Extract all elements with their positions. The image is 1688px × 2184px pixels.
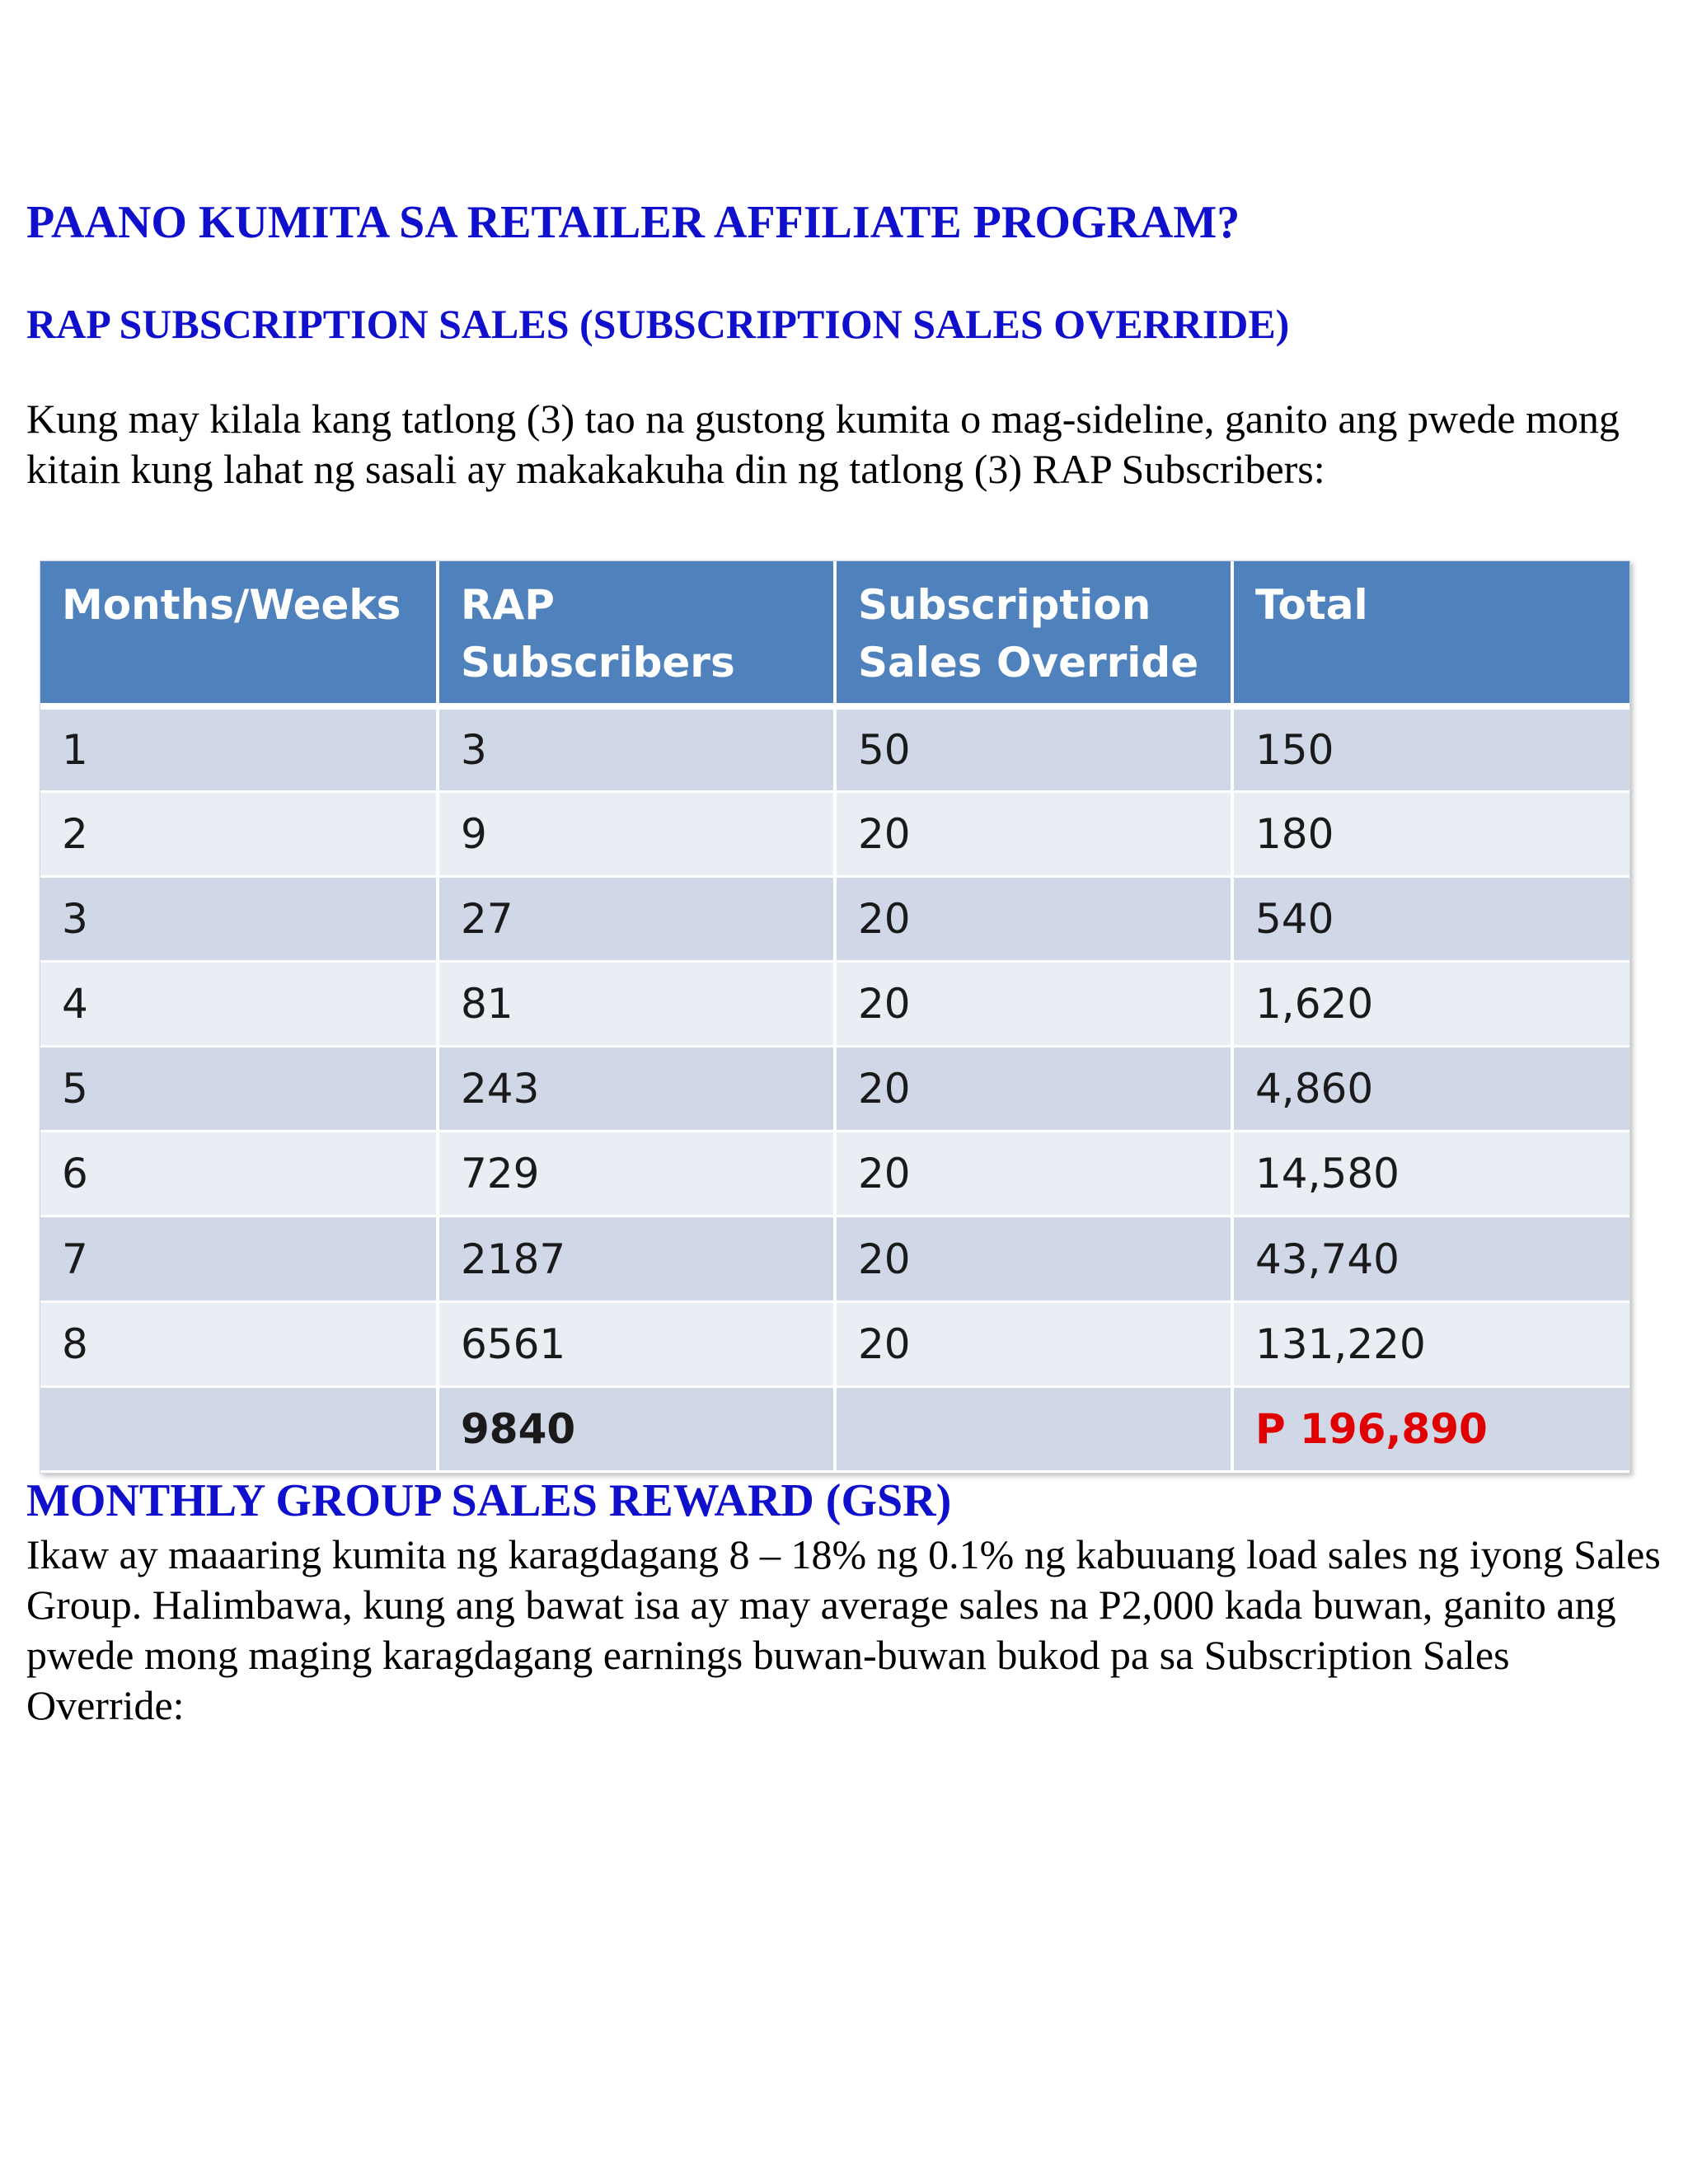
subscription-sales-table [40,561,1629,1473]
table-header-row [40,561,1629,706]
cell-override [835,1386,1232,1471]
cell-subscribers: 729 [438,1132,835,1216]
cell-month: 4 [40,961,438,1046]
table-row [40,1047,1629,1132]
cell-total: 131,220 [1232,1301,1629,1386]
page-title: PAANO KUMITA SA RETAILER AFFILIATE PROGRAM? [26,197,1240,248]
cell-subscribers: 243 [438,1047,835,1132]
cell-month: 2 [40,791,438,876]
grand-total: P 196,890 [1232,1386,1629,1471]
total-subscribers: 9840 [438,1386,835,1471]
table-row [40,791,1629,876]
cell-total: 4,860 [1232,1047,1629,1132]
cell-override: 20 [835,1301,1232,1386]
cell-month: 6 [40,1132,438,1216]
table-row [40,961,1629,1046]
gsr-heading: MONTHLY GROUP SALES REWARD (GSR) [26,1475,952,1526]
cell-month [40,1386,438,1471]
intro-paragraph: Kung may kilala kang tatlong (3) tao na gustong kumita o mag-sideline, ganito ang pwede mong kitain kung lahat ng sasali ay makakakuha din ng tatlong (3) RAP Subscribers: [26,396,1620,492]
table-row [40,1301,1629,1386]
cell-override: 20 [835,1216,1232,1301]
cell-override: 20 [835,876,1232,961]
cell-month: 7 [40,1216,438,1301]
table-row [40,1216,1629,1301]
header-subscription-sales-override: Subscription Sales Override [835,561,1232,706]
header-rap-subscribers: RAP Subscribers [438,561,835,706]
gsr-paragraph: Ikaw ay maaaring kumita ng karagdagang 8 – 18% ng 0.1% ng kabuuang load sales ng iyong Sales Group. Halimbawa, kung ang bawat isa ay may average sales na P2,000 kada buwan, ganito ang pwede mong maging karagdagang earnings buwan-buwan bukod pa sa Subscription Sales Override: [26,1531,1661,1728]
table-row [40,1132,1629,1216]
cell-subscribers: 3 [438,706,835,791]
subscription-table-container [40,560,1630,1474]
cell-subscribers: 27 [438,876,835,961]
cell-override: 20 [835,1132,1232,1216]
cell-month: 3 [40,876,438,961]
section-subtitle: RAP SUBSCRIPTION SALES (SUBSCRIPTION SALES OVERRIDE) [26,301,1290,347]
cell-month: 8 [40,1301,438,1386]
table-row [40,876,1629,961]
cell-subscribers: 9 [438,791,835,876]
cell-override: 20 [835,961,1232,1046]
cell-total: 150 [1232,706,1629,791]
cell-month: 5 [40,1047,438,1132]
cell-month: 1 [40,706,438,791]
header-months-weeks: Months/Weeks [40,561,438,706]
table-total-row [40,1386,1629,1471]
cell-subscribers: 81 [438,961,835,1046]
cell-total: 43,740 [1232,1216,1629,1301]
table-row [40,706,1629,791]
cell-override: 50 [835,706,1232,791]
cell-override: 20 [835,1047,1232,1132]
cell-override: 20 [835,791,1232,876]
cell-total: 180 [1232,791,1629,876]
cell-total: 1,620 [1232,961,1629,1046]
header-total: Total [1232,561,1629,706]
cell-total: 14,580 [1232,1132,1629,1216]
cell-total: 540 [1232,876,1629,961]
cell-subscribers: 2187 [438,1216,835,1301]
cell-subscribers: 6561 [438,1301,835,1386]
